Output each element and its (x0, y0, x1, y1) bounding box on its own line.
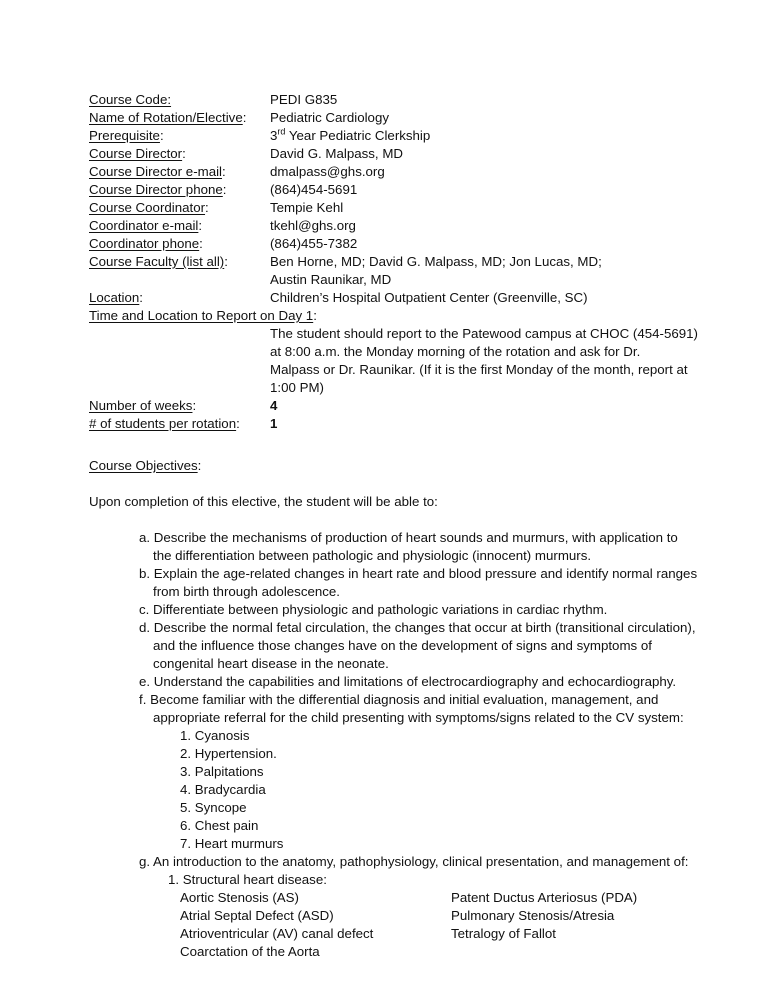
report-day1-line: Malpass or Dr. Raunikar. (If it is the first Monday of the month, report at (270, 362, 688, 377)
objective-d-line: congenital heart disease in the neonate. (153, 656, 389, 671)
location-value: Children’s Hospital Outpatient Center (Greenville, SC) (270, 290, 588, 305)
director-email-label: Course Director e-mail (89, 164, 223, 179)
course-director-label: Course Director (89, 146, 183, 161)
document-page: Course Code: PEDI G835 Name of Rotation/Elective: Pediatric Cardiology Prerequisite: 3rd Year Pediatric Clerkship Course Director: David G. Malpass, MD Course Director e-mail: dmalpass@ghs.org Course Director phone: (864)454-5691 Course Coordinator: Tempie Kehl Coordinator e-mail: tkehl@ghs.org Coordinator phone: (864)455-7382 Course Faculty (list all): Ben Horne, MD; David G. Malpass, MD; Jon Lucas, MD; Austin Raunikar, MD Location: Children’s Hospital Outpatient Center (Greenville, SC) Time and Location to Report on Day 1: The student should report to the Patewood campus at CHOC (454-5691) at 8:00 a.m. the Monday morning of the rotation and ask for Dr. Malpass or Dr. Raunikar. (If it is the first Monday of the month, report at 1:00 PM) Number of weeks: 4 # of students per rotation: 1 Course Objectives: Upon completion of this elective, the student will be able to: a. Describe the mechanisms of production of heart sounds and murmurs, with application to the differentiation between pathologic and physiologic (innocent) murmurs. b. Explain the age-related changes in heart rate and blood pressure and identify normal ranges from birth through adolescence. c. Differentiate between physiologic and pathologic variations in cardiac rhythm. d. Describe the normal fetal circulation, the changes that occur at birth (transitional circulation), and the influence those changes have on the development of signs and symptoms of congenital heart disease in the neonate. e. Understand the capabilities and limitations of electrocardiography and echocardiography. f. Become familiar with the differential diagnosis and initial evaluation, management, and appropriate referral for the child presenting with symptoms/signs related to the CV system: 1. Cyanosis 2. Hypertension. 3. Palpitations 4. Bradycardia 5. Syncope 6. Chest pain 7. Heart murmurs g. An introduction to the anatomy, pathophysiology, clinical presentation, and management of: 1. Structural heart disease: Aortic Stenosis (AS) Atrial Septal Defect (ASD) Atrioventricular (AV) canal defect Coarctation of the Aorta Patent Ductus Arteriosus (PDA) Pulmonary Stenosis/Atresia Tetralogy of Fallot (89, 92, 698, 959)
symptom-item: 6. Chest pain (180, 818, 259, 833)
symptom-item: 2. Hypertension. (180, 746, 277, 761)
num-weeks-value: 4 (270, 398, 278, 413)
objective-e-line: e. Understand the capabilities and limitations of electrocardiography and echocardiography. (139, 674, 677, 689)
rotation-name-label: Name of Rotation/Elective (89, 110, 243, 125)
objective-a-line: the differentiation between pathologic and physiologic (innocent) murmurs. (153, 548, 592, 563)
objective-f-line: f. Become familiar with the differential diagnosis and initial evaluation, management, and (139, 692, 659, 707)
num-weeks-label: Number of weeks (89, 398, 193, 413)
rotation-name-value: Pediatric Cardiology (270, 110, 389, 125)
objective-c-line: c. Differentiate between physiologic and pathologic variations in cardiac rhythm. (139, 602, 608, 617)
structural-item: Atrioventricular (AV) canal defect (180, 926, 374, 941)
course-faculty-value-line1: Ben Horne, MD; David G. Malpass, MD; Jon Lucas, MD; (270, 254, 602, 269)
report-day1-label: Time and Location to Report on Day 1 (89, 308, 314, 323)
structural-item: Aortic Stenosis (AS) (180, 890, 299, 905)
coordinator-phone-label: Coordinator phone (89, 236, 200, 251)
course-faculty-value-line2: Austin Raunikar, MD (270, 272, 392, 287)
structural-item: Patent Ductus Arteriosus (PDA) (451, 890, 638, 905)
report-day1-line: at 8:00 a.m. the Monday morning of the rotation and ask for Dr. (270, 344, 641, 359)
objectives-heading: Course Objectives: (89, 458, 202, 473)
structural-heading: 1. Structural heart disease: (168, 872, 327, 887)
location-label: Location (89, 290, 140, 305)
objective-b-line: b. Explain the age-related changes in heart rate and blood pressure and identify normal ranges (139, 566, 698, 581)
course-code-label: Course Code: (89, 92, 172, 107)
prerequisite-value: 3rd Year Pediatric Clerkship (270, 126, 431, 143)
director-email-value: dmalpass@ghs.org (270, 164, 385, 179)
course-code-value: PEDI G835 (270, 92, 338, 107)
students-per-rotation-value: 1 (270, 416, 278, 431)
prerequisite-label: Prerequisite (89, 128, 160, 143)
symptom-item: 4. Bradycardia (180, 782, 266, 797)
coordinator-email-label: Coordinator e-mail (89, 218, 199, 233)
objective-f-line: appropriate referral for the child presenting with symptoms/signs related to the CV system: (153, 710, 684, 725)
students-per-rotation-label: # of students per rotation (89, 416, 237, 431)
structural-item: Pulmonary Stenosis/Atresia (451, 908, 615, 923)
symptom-item: 3. Palpitations (180, 764, 264, 779)
coordinator-email-value: tkehl@ghs.org (270, 218, 356, 233)
objective-d-line: and the influence those changes have on the development of signs and symptoms of (153, 638, 652, 653)
course-coordinator-label: Course Coordinator (89, 200, 206, 215)
objective-d-line: d. Describe the normal fetal circulation, the changes that occur at birth (transitional circulation), (139, 620, 696, 635)
structural-item: Coarctation of the Aorta (180, 944, 320, 959)
structural-item: Tetralogy of Fallot (451, 926, 556, 941)
objectives-intro: Upon completion of this elective, the student will be able to: (89, 494, 438, 509)
symptom-item: 1. Cyanosis (180, 728, 250, 743)
objective-a-line: a. Describe the mechanisms of production of heart sounds and murmurs, with application to (139, 530, 678, 545)
objective-g-line: g. An introduction to the anatomy, pathophysiology, clinical presentation, and management of: (139, 854, 689, 869)
course-director-value: David G. Malpass, MD (270, 146, 404, 161)
symptom-item: 5. Syncope (180, 800, 247, 815)
symptom-item: 7. Heart murmurs (180, 836, 284, 851)
director-phone-value: (864)454-5691 (270, 182, 358, 197)
course-faculty-label: Course Faculty (list all) (89, 254, 225, 269)
course-coordinator-value: Tempie Kehl (270, 200, 344, 215)
objective-b-line: from birth through adolescence. (153, 584, 341, 599)
coordinator-phone-value: (864)455-7382 (270, 236, 358, 251)
director-phone-label: Course Director phone (89, 182, 223, 197)
structural-item: Atrial Septal Defect (ASD) (180, 908, 334, 923)
report-day1-line: The student should report to the Patewood campus at CHOC (454-5691) (270, 326, 698, 341)
report-day1-line: 1:00 PM) (270, 380, 324, 395)
